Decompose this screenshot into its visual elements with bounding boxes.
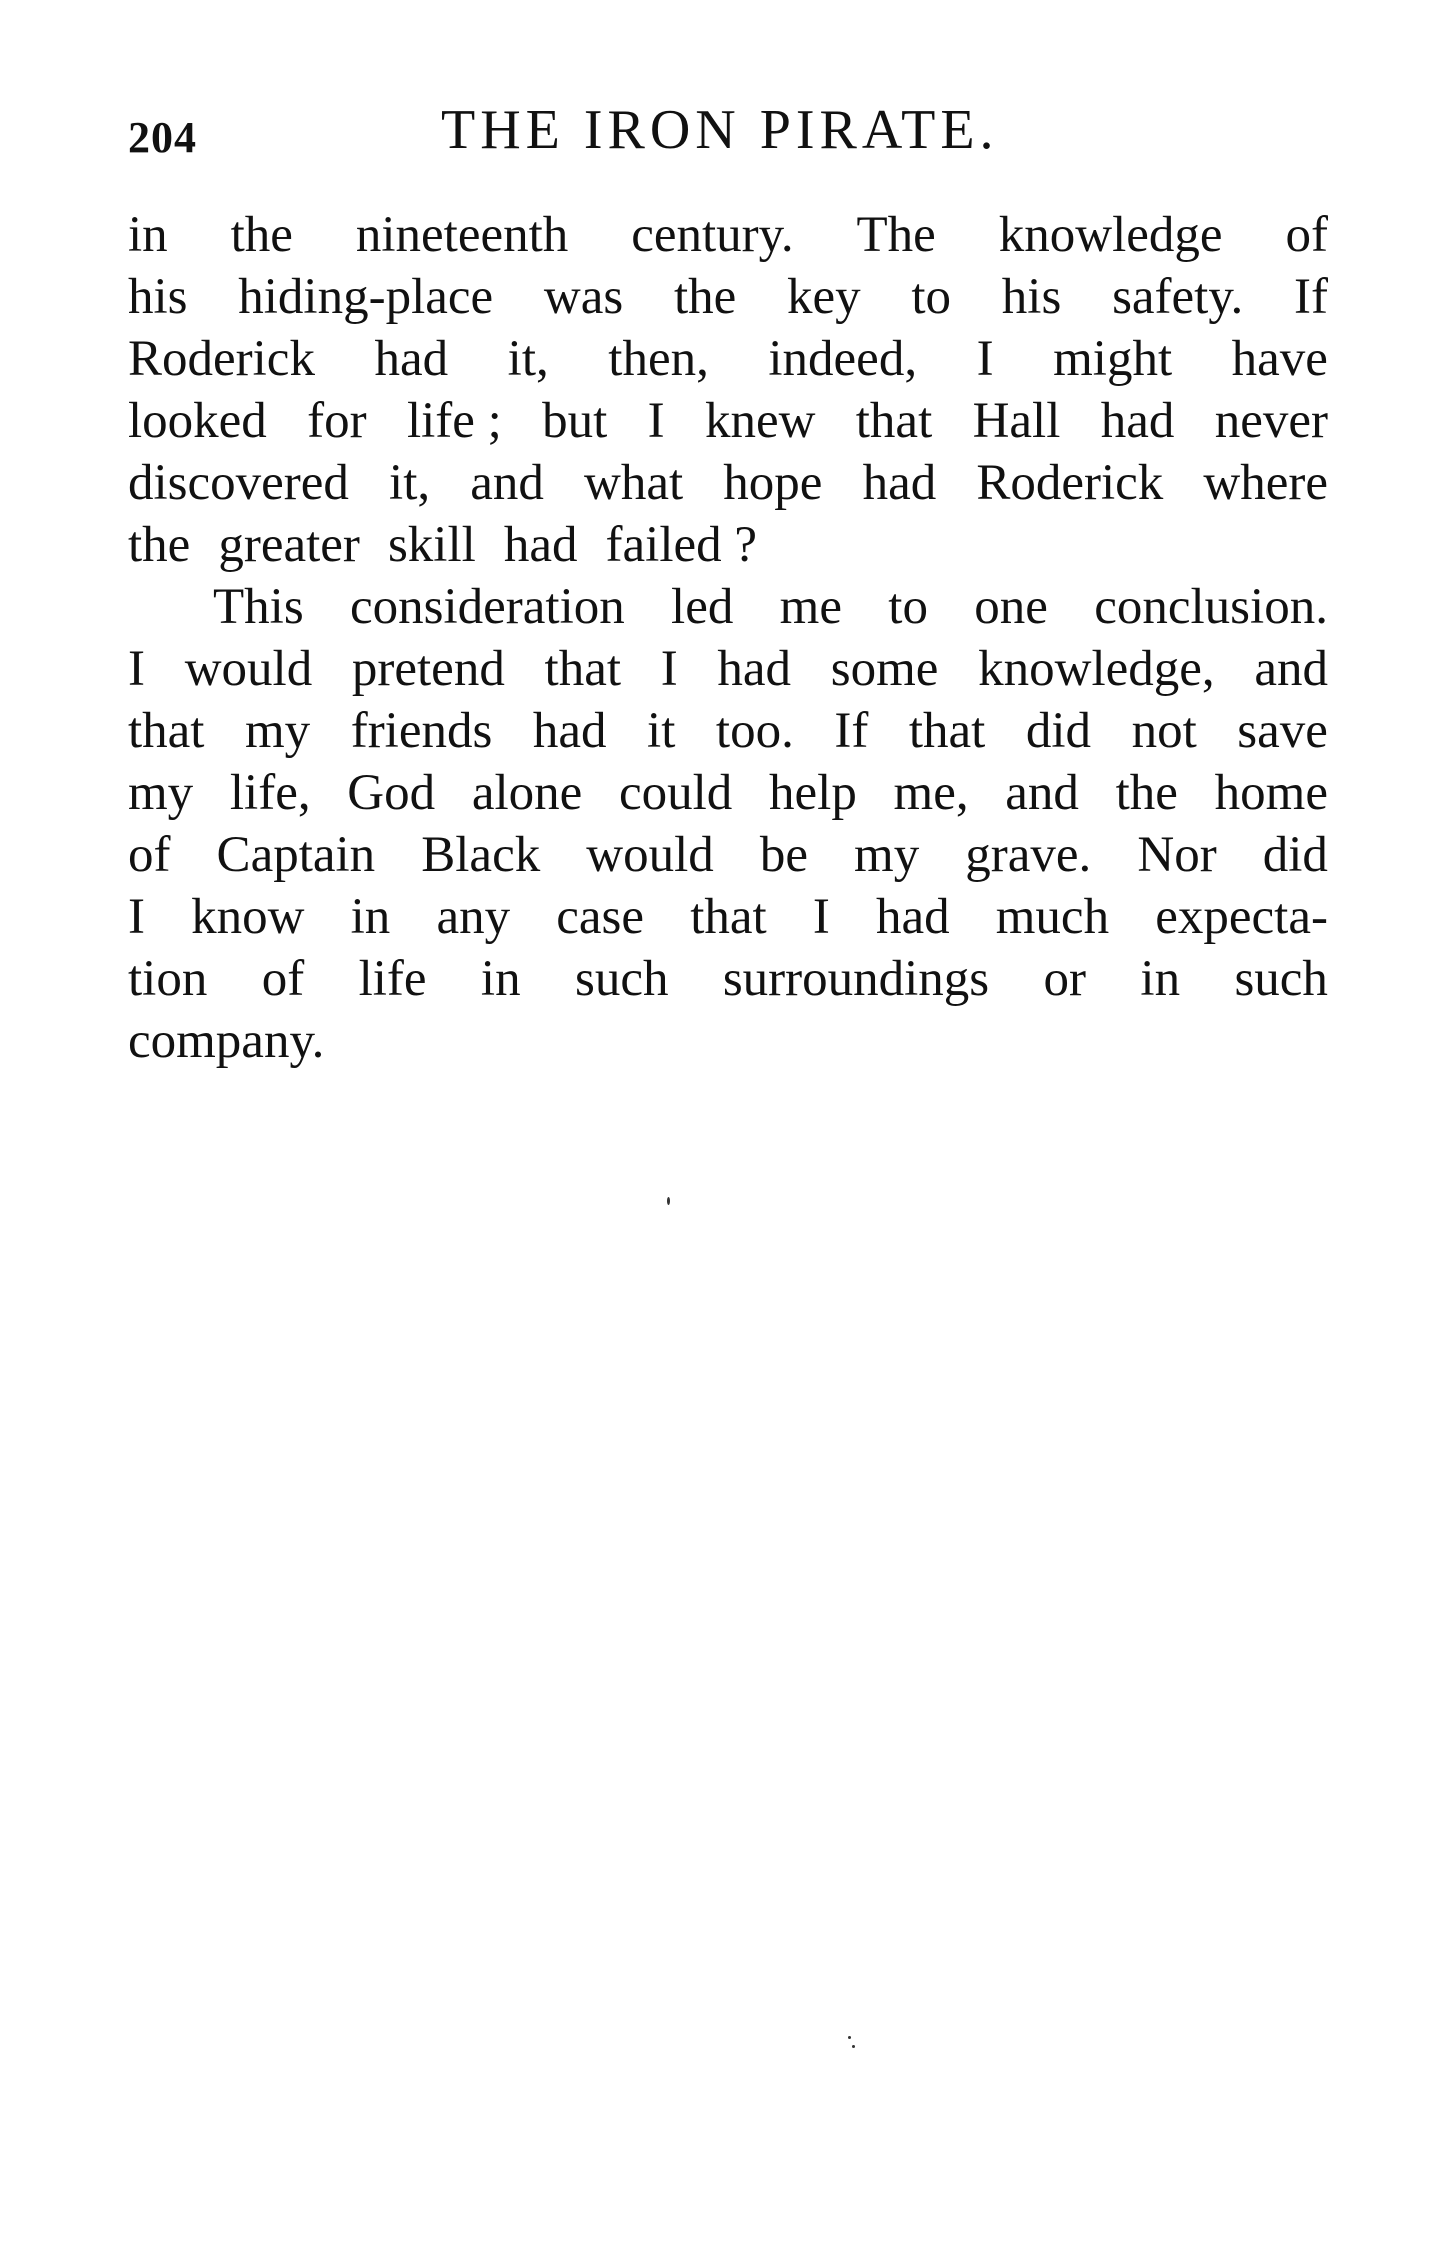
word: led <box>671 579 734 635</box>
word: surroundings <box>722 951 990 1007</box>
word: indeed, <box>768 331 918 387</box>
word: life <box>358 951 427 1007</box>
word: that <box>128 703 205 759</box>
word: Nor <box>1137 827 1217 883</box>
word: discovered <box>128 455 349 511</box>
word: that <box>690 889 767 945</box>
word: to <box>911 269 952 325</box>
word: but <box>542 393 608 449</box>
word: God <box>347 765 436 821</box>
word: alone <box>471 765 583 821</box>
word: or <box>1043 951 1087 1007</box>
word: century. <box>631 207 794 263</box>
word: was <box>543 269 624 325</box>
word: the <box>673 269 737 325</box>
word: have <box>1231 331 1328 387</box>
text-line <box>128 886 1328 948</box>
word: life ; <box>406 393 502 449</box>
word: much <box>995 889 1110 945</box>
word: his <box>128 269 188 325</box>
text-line <box>128 266 1328 328</box>
running-title: THE IRON PIRATE. <box>441 99 999 161</box>
word: where <box>1203 455 1328 511</box>
word: grave. <box>965 827 1092 883</box>
word: and <box>470 455 544 511</box>
word: had <box>875 889 950 945</box>
word: the <box>1115 765 1178 821</box>
word: did <box>1262 827 1328 883</box>
text-line <box>128 700 1328 762</box>
word: some <box>830 641 939 697</box>
word: save <box>1237 703 1328 759</box>
word: me, <box>893 765 969 821</box>
word: the <box>230 207 293 263</box>
word: my <box>854 827 920 883</box>
text-line <box>128 948 1328 1010</box>
word: Roderick <box>976 455 1164 511</box>
word: case <box>556 889 645 945</box>
word: tion <box>128 951 208 1007</box>
word: would <box>586 827 714 883</box>
word: safety. <box>1112 269 1244 325</box>
word: of <box>128 827 171 883</box>
word: in <box>1140 951 1181 1007</box>
word: had <box>717 641 792 697</box>
word: me <box>779 579 842 635</box>
word: nineteenth <box>355 207 569 263</box>
word: I <box>128 641 145 697</box>
word: such <box>1234 951 1328 1007</box>
word: If <box>1294 269 1328 325</box>
word: I <box>812 889 830 945</box>
text-line <box>128 204 1328 266</box>
word: consideration <box>349 579 625 635</box>
word: of <box>261 951 305 1007</box>
word: could <box>619 765 733 821</box>
print-speck <box>852 2045 855 2048</box>
word: failed ? <box>605 517 758 573</box>
word: knew <box>704 393 816 449</box>
word: that <box>855 393 933 449</box>
word: I <box>128 889 145 945</box>
word: in <box>128 207 168 263</box>
word: company. <box>128 1013 325 1069</box>
word: had <box>374 331 449 387</box>
page-number: 204 <box>128 113 197 162</box>
word: it <box>647 703 676 759</box>
word: be <box>759 827 808 883</box>
word: I <box>660 641 678 697</box>
text-line <box>128 824 1328 886</box>
word: and <box>1005 765 1079 821</box>
text-line <box>128 638 1328 700</box>
word: key <box>787 269 861 325</box>
word: hope <box>723 455 823 511</box>
word: know <box>191 889 305 945</box>
word: skill <box>387 517 476 573</box>
word: knowledge <box>998 207 1223 263</box>
print-speck <box>667 1197 670 1205</box>
word: not <box>1131 703 1197 759</box>
text-line <box>128 762 1328 824</box>
word: conclusion. <box>1094 579 1328 635</box>
word: for <box>307 393 367 449</box>
text-line <box>128 452 1328 514</box>
word: Captain <box>216 827 376 883</box>
text-line <box>128 328 1328 390</box>
word: If <box>834 703 869 759</box>
word: then, <box>608 331 709 387</box>
word: in <box>350 889 391 945</box>
word: what <box>584 455 684 511</box>
word: had <box>1100 393 1175 449</box>
word: had <box>862 455 937 511</box>
word: my <box>245 703 311 759</box>
word: knowledge, <box>978 641 1215 697</box>
word: that <box>908 703 986 759</box>
word: it, <box>389 455 431 511</box>
word: life, <box>229 765 311 821</box>
text-line <box>128 576 1328 638</box>
word: never <box>1214 393 1328 449</box>
word: had <box>503 517 578 573</box>
word: expecta- <box>1155 889 1328 945</box>
word: The <box>856 207 936 263</box>
word: Roderick <box>128 331 315 387</box>
word: looked <box>128 393 267 449</box>
word: it, <box>507 331 549 387</box>
word: the <box>128 517 191 573</box>
word: that <box>544 641 622 697</box>
word: did <box>1025 703 1092 759</box>
running-head <box>128 98 1328 168</box>
word: help <box>769 765 857 821</box>
word: pretend <box>351 641 505 697</box>
word: and <box>1254 641 1328 697</box>
word: would <box>184 641 313 697</box>
word: Black <box>421 827 541 883</box>
word: I <box>647 393 665 449</box>
word: Hall <box>972 393 1061 449</box>
word: I <box>976 331 994 387</box>
word: might <box>1053 331 1173 387</box>
body-text <box>128 204 1328 1072</box>
word: his <box>1001 269 1062 325</box>
text-line <box>128 390 1328 452</box>
text-line <box>128 1010 1328 1072</box>
word: too. <box>715 703 794 759</box>
word: of <box>1285 207 1328 263</box>
word: in <box>480 951 521 1007</box>
word: had <box>532 703 607 759</box>
word: my <box>128 765 194 821</box>
print-speck <box>848 2036 851 2039</box>
word: greater <box>218 517 360 573</box>
word: home <box>1214 765 1328 821</box>
word: such <box>574 951 669 1007</box>
word: one <box>974 579 1048 635</box>
text-line <box>128 514 1328 576</box>
word: This <box>213 579 304 635</box>
word: hiding-place <box>238 269 494 325</box>
word: friends <box>350 703 493 759</box>
word: to <box>888 579 928 635</box>
word: any <box>436 889 511 945</box>
